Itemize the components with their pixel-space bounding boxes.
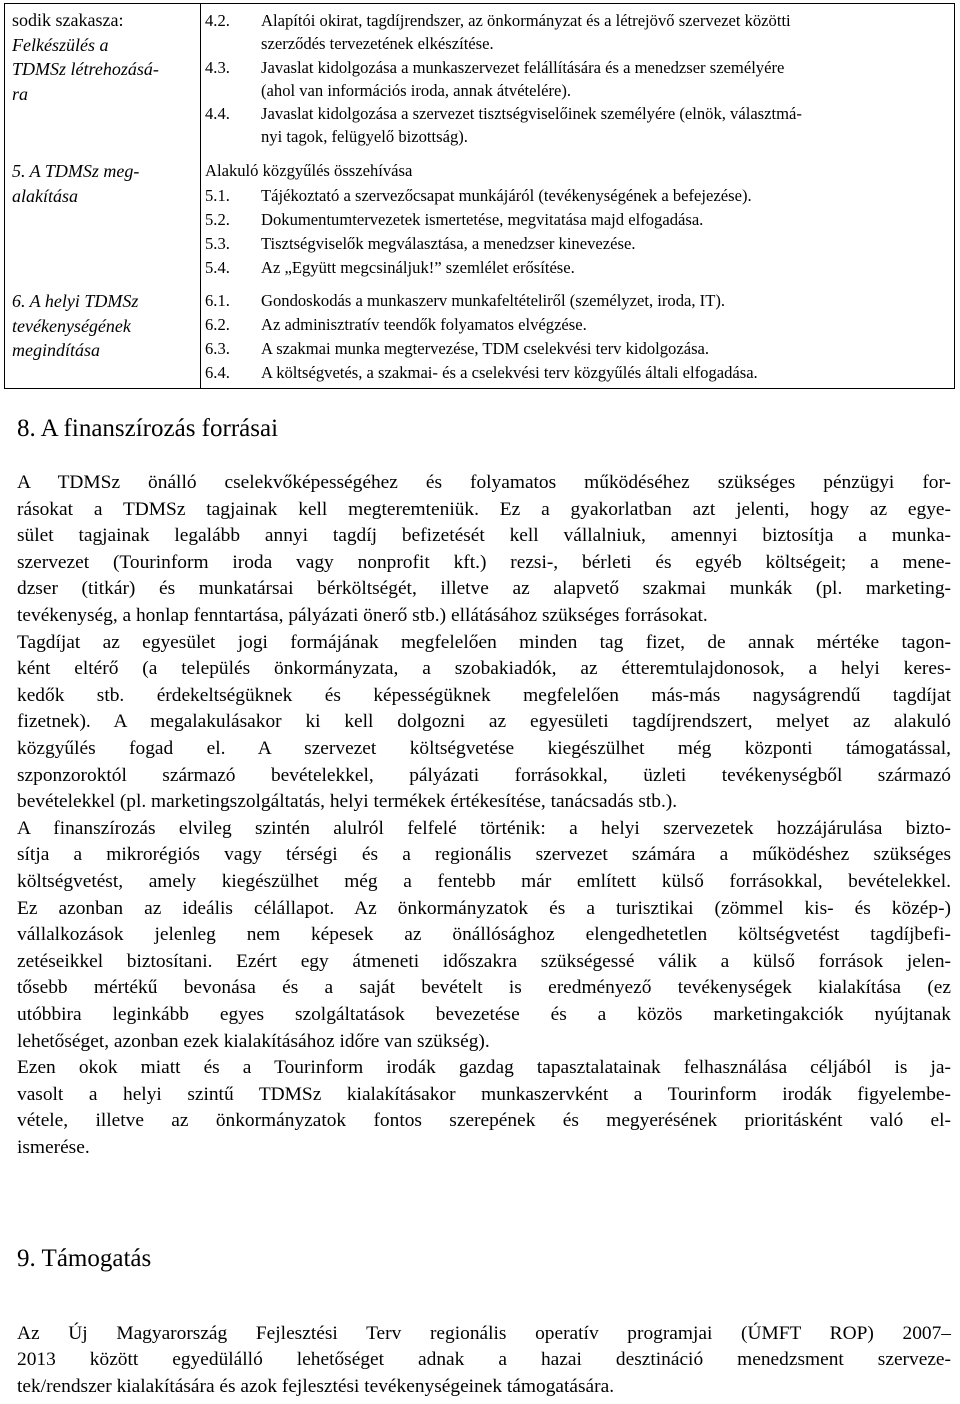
phase-label-line: TDMSz létrehozásá- <box>12 59 159 79</box>
step-text: A szakmai munka megtervezése, TDM cselekvési terv kidolgozása. <box>261 339 710 358</box>
step-number: 4.2. <box>205 11 230 30</box>
paragraph-line: tek/rendszer kialakítására és azok fejlesztési tevékenységeinek támogatására. <box>17 1375 615 1397</box>
paragraph-line: vétele, illetve az önkormányzatok fontos szerepének és megyerésének prioritásként való el- <box>17 1110 951 1132</box>
step-continuation: szerződés tervezetének elkészítése. <box>261 34 494 53</box>
phase-6-label <box>12 289 193 363</box>
step-5-3 <box>205 232 951 255</box>
phase-label-line: 6. A helyi TDMSz <box>12 291 139 311</box>
step-6-2 <box>205 313 951 336</box>
phase-label-line: alakítása <box>12 185 78 206</box>
phase-column <box>5 4 201 388</box>
step-5-1 <box>205 184 951 207</box>
section-8-heading: 8. A finanszírozás forrásai <box>17 415 279 442</box>
step-4-3 <box>205 56 951 79</box>
step-text: Tisztségviselők megválasztása, a menedzser kinevezése. <box>261 234 636 253</box>
step-text: Az adminisztratív teendők folyamatos elvégzése. <box>261 315 587 334</box>
phase-label-line: 5. A TDMSz meg- <box>12 161 140 181</box>
step-5-2 <box>205 208 951 231</box>
step-number: 5.4. <box>205 258 230 277</box>
paragraph-line: ként eltérő (a település önkormányzata, a szobakiadók, az étteremtulajdonosok, a helyi keres- <box>17 658 951 680</box>
step-continuation: (ahol van információs iroda, annak átvételére). <box>261 81 572 100</box>
step-number: 4.4. <box>205 104 230 123</box>
step-text: Az „Együtt megcsináljuk!” szemlélet erősítése. <box>261 258 575 277</box>
step-number: 6.2. <box>205 315 230 334</box>
paragraph-line: költségvetést, amely kiegészülhet még a fentebb már említett külső forrásokkal, bevételekkel. <box>17 871 951 892</box>
paragraph-line: szponzoroktól származó bevételekkel, pályázati forrásokkal, üzleti tevékenységből származó <box>17 764 951 786</box>
paragraph-line: szervezet (Tourinform iroda vagy nonprofit kft.) rezsi-, bérleti és egyéb költségeit; a mene- <box>17 551 951 573</box>
step-text: Javaslat kidolgozása a munkaszervezet felállítására és a menedzser személyére <box>261 58 785 77</box>
step-number: 5.3. <box>205 234 230 253</box>
step-6-4 <box>205 361 951 384</box>
paragraph-line: Az Új Magyarország Fejlesztési Terv regionális operatív programjai (ÚMFT ROP) 2007– <box>17 1323 951 1344</box>
step-number: 6.4. <box>205 363 230 382</box>
paragraph-line: sület tagjainak legalább annyi tagdíj befizetését kell vállalniuk, amennyi biztosítja a munka- <box>17 525 951 547</box>
paragraph-line: tősebb mértékű bevonása és a saját bevételt is eredményező tevékenységek kialakítása (ez <box>17 977 951 999</box>
phase-label-line: sodik szakasza: <box>12 10 124 30</box>
paragraph-line: bevételekkel (pl. marketingszolgáltatás, helyi termékek értékesítése, tanácsadás stb.). <box>17 791 678 813</box>
paragraph-line: tevékenység, a honlap fenntartása, pályázati önerő stb.) ellátásához szükséges forrásokat. <box>17 605 708 626</box>
paragraph-line: 2013 között egyedülálló lehetőséget adnak a hazai desztináció menedzsment szerveze- <box>17 1349 951 1371</box>
paragraph-line: Ez azonban az ideális célállapot. Az önkormányzatok és a turisztikai (zömmel kis- és közép-) <box>17 897 951 919</box>
paragraph-line: vasolt a helyi szintű TDMSz kialakításakor munkaszervként a Tourinform irodák figyelembe- <box>17 1083 951 1105</box>
paragraph-line: közgyűlés fogad el. A szervezet költségvetése kiegészülhet még központi támogatással, <box>17 738 951 759</box>
paragraph-line: Tagdíjat az egyesület jogi formájának megfelelően minden tag fizet, de annak mértéke tagon- <box>17 631 951 653</box>
step-text: Alapítói okirat, tagdíjrendszer, az önkormányzat és a létrejövő szervezet közötti <box>261 11 791 30</box>
paragraph-line: A finanszírozás elvileg szintén alulról felfelé történik: a helyi szervezetek hozzájárulása bizto- <box>17 817 951 839</box>
step-text: Gondoskodás a munkaszerv munkafeltételiről (személyzet, iroda, IT). <box>261 291 726 310</box>
step-5-4 <box>205 256 951 279</box>
step-text: A költségvetés, a szakmai- és a cselekvési terv közgyűlés általi elfogadása. <box>261 363 758 382</box>
step-6-1 <box>205 289 951 312</box>
paragraph-line: dzser (titkár) és munkatársai bérköltségét, illetve az alapvető szakmai munkák (pl. marketing- <box>17 578 951 600</box>
paragraph-line: A TDMSz önálló cselekvőképességéhez és folyamatos működéséhez szükséges pénzügyi for- <box>17 472 951 493</box>
step-text: Tájékoztató a szervezőcsapat munkájáról (tevékenységének a befejezése). <box>261 186 752 205</box>
phase-label-line: ra <box>12 83 29 104</box>
step-6-3 <box>205 337 951 360</box>
paragraph-line: zetéseikkel biztosítani. Ezért egy átmeneti időszakra szükségessé válik a külső források jelen- <box>17 950 951 972</box>
step-text: Dokumentumtervezetek ismertetése, megvitatása majd elfogadása. <box>261 210 704 229</box>
step-number: 4.3. <box>205 58 230 77</box>
paragraph-line: vállalkozások jelenleg nem képesek az önállósághoz elengedhetetlen költségvetést tagdíjbefi- <box>17 924 951 946</box>
paragraph-line: fizetnek). A megalakulásakor ki kell dolgozni az egyesületi tagdíjrendszert, melyet az alakuló <box>17 711 951 733</box>
step-number: 6.3. <box>205 339 230 358</box>
phase-5-title: Alakuló közgyűlés összehívása <box>205 161 413 180</box>
paragraph-line: kedők stb. érdekeltségüknek és képességüknek megfelelően más-más nagyságrendű tagdíjat <box>17 684 951 706</box>
plan-table <box>4 3 955 389</box>
step-number: 6.1. <box>205 291 230 310</box>
step-4-2 <box>205 9 951 32</box>
section-9-heading: 9. Támogatás <box>17 1245 152 1272</box>
step-4-4 <box>205 102 951 125</box>
steps-column <box>205 4 953 388</box>
step-number: 5.1. <box>205 186 230 205</box>
phase-label-line: tevékenységének <box>12 315 131 336</box>
paragraph-line: Ezen okok miatt és a Tourinform irodák gazdag tapasztalatainak felhasználása céljából is ja- <box>17 1057 951 1079</box>
step-text: Javaslat kidolgozása a szervezet tisztségviselőinek személyére (elnök, választmá- <box>261 104 802 123</box>
phase-4-label <box>12 8 193 106</box>
phase-5-label <box>12 159 193 208</box>
step-continuation: nyi tagok, felügyelő bizottság). <box>261 127 468 146</box>
phase-label-line: Felkészülés a <box>12 34 109 55</box>
step-number: 5.2. <box>205 210 230 229</box>
paragraph-line: ismerése. <box>17 1137 90 1158</box>
phase-label-line: megindítása <box>12 340 100 360</box>
paragraph-line: lehetőséget, azonban ezek kialakításához időre van szükség). <box>17 1030 490 1052</box>
paragraph-line: utóbbira leginkább egyes szolgáltatások bevezetése és a közös marketingakciók nyújtanak <box>17 1004 951 1025</box>
paragraph-line: rásokat a TDMSz tagjainak kell megteremteniük. Ez a gyakorlatban azt jelenti, hogy az egye- <box>17 498 951 520</box>
paragraph-line: sítja a mikrorégiós vagy térségi és a regionális szervezet számára a működéshez szükséges <box>17 844 951 866</box>
